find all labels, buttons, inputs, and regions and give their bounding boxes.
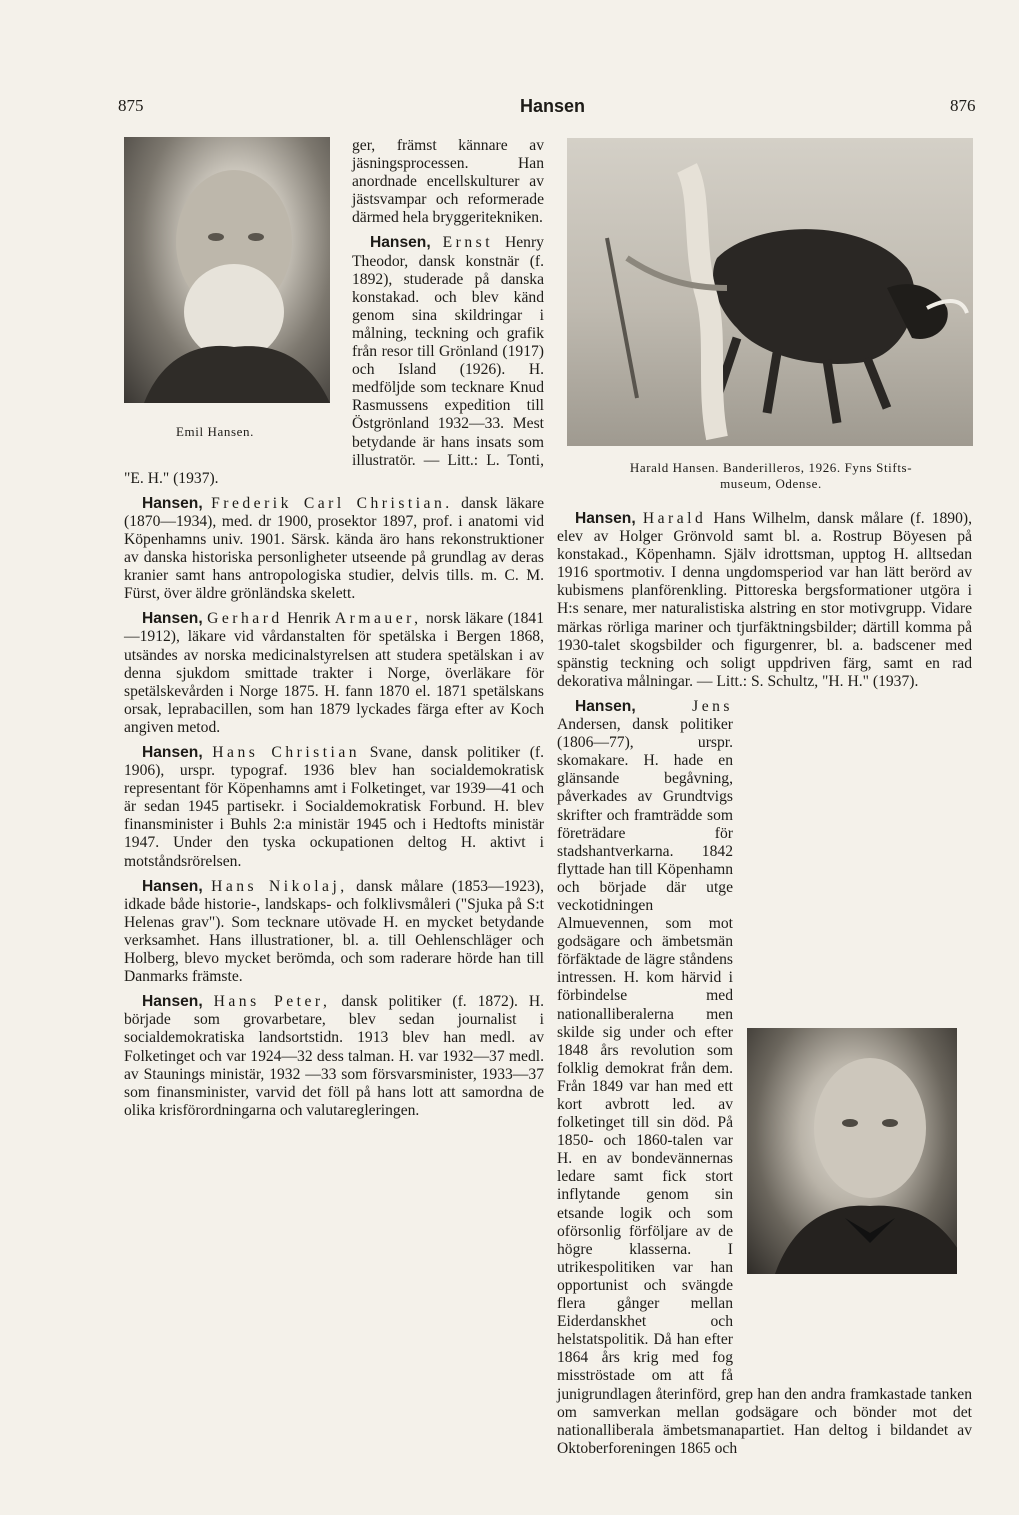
entry-hans-peter [124,993,544,1120]
emil-entry-text: ger, främst kännare av jäsningsprocessen. Han anordnade encellskulturer av jästsvampar och reformerade därmed hela bryggeritekniken. [352,137,544,227]
given-name: Hans Nikolaj, [211,877,348,895]
running-header: Hansen [520,96,586,116]
jens-portrait-float [733,1028,972,1374]
given-name: Frederik Carl Christian. [211,494,453,512]
entry-body: Hans Wilhelm, dansk målare (f. 1890), elev av Holger Grönvold samt bl. a. Rostrup Böyesen på konstakad., Köpenhamn. Själv idrottsman, upptog H. alltsedan 1916 sportmotiv. I denna ungdomsperiod var han lätt berörd av kubismens planförenkling. Pittoreska bergsformationer utgöra i H:s senare, mer naturalistiska alstring en stor motivgrupp. Vidare märkas rörliga mariner och tjurfäktningsbilder; därtill komma på 1930-talet skogsbilder och figurgenrer, bl. a. badscener med spänstig teckning och soligt uppdriven färg, samt en rad dekorativa målningar. — Litt.: S. Schultz, "H. H." (1937). [557,510,972,690]
given-name: Ernst [442,234,494,252]
entry-body: Svane, dansk politiker (f. 1906), urspr. typograf. 1936 blev han socialdemokratisk representant för Köpenhamns amt i Folketinget, var 1939—41 och är sedan 1945 partisekr. i Socialdemokratisk Forbund. H. blev finansminister i Buhls 2:a ministär 1945 och i Hedtofts ministär 1947. Under den tyska ockupationen deltog H. aktivt i motståndsrörelsen. [124,744,545,870]
entry-body: Henry Theodor, dansk konstnär (f. 1892), studerade på danska konstakad. och blev känd genom sina skildringar i målning, teckning och grafik från resor till Grönland (1917) och Island (1926). H. medföljde som tecknare Knud Rasmussens expedition till Östgrönland 1932—33. Mest betydande är hans insats som illustratör. — Litt.: L. Tonti, "E. H." (1937). [124,234,544,487]
entry-body: dansk politiker (f. 1872). H. började som grovarbetare, blev sedan journalist i socialdemokratiska landsortstidn. 1913 blev han medl. av Folketinget och var 1924—32 dess talman. H. var 1932—37 medl. av Staunings ministär, 1932 —33 som försvarsminister, 1933—37 som finansminister, varvid det föll på hans lott att samordna de olika krisförordningarna och valutaregleringen. [124,993,544,1119]
headword: Hansen, [142,610,203,628]
banderilleros-painting [567,138,973,446]
entry-body: dansk målare (1853—1923), idkade både historie-, landskaps- och folklivsmåleri ("Sjuka på S:t Helenas grav"). Som tecknare utövade H. en mycket betydande verksamhet. Hans illustrationer, bl. a. till Oehlenschläger och Holberg, blevo mycket berömda, och som raderare hörde han till Danmarks främste. [124,877,544,986]
given-name: Gerhard [207,610,283,628]
entry-hans-nikolaj [124,878,544,987]
caption-line-2: museum, Odense. [720,476,822,491]
headword: Hansen, [575,510,636,527]
given-name: Harald [642,510,707,527]
jens-hansen-portrait [747,1028,957,1274]
entry-harald [557,510,972,691]
portrait-silhouette-icon [124,137,330,403]
headword: Hansen, [142,877,203,895]
portrait-silhouette-icon [765,1028,957,1274]
entry-gerhard [124,610,544,737]
emil-caption: Emil Hansen. [176,424,254,439]
right-page-number: 876 [950,96,976,115]
entry-hans-christian [124,744,544,871]
emil-hansen-portrait [124,137,330,403]
headword: Hansen, [370,234,431,252]
left-page-number: 875 [118,96,144,115]
headword: Hansen, [142,494,203,512]
given-name: Jens [692,697,733,715]
bull-figure-icon [567,138,973,446]
headword: Hansen, [142,993,203,1011]
entry-frederik [124,495,544,604]
headword: Hansen, [575,697,636,715]
left-column [124,137,544,1127]
right-column [557,510,972,1465]
caption-line-1: Harald Hansen. Banderilleros, 1926. Fyns Stifts- [629,460,913,475]
headword: Hansen, [142,744,203,761]
given-name: Hans Christian [212,744,361,761]
entry-jens [557,698,972,1458]
given-name-2: Armauer, [334,610,422,628]
entry-body: Andersen, dansk politiker (1806—77), urspr. skomakare. H. hade en glänsande begåvning, påverkades av Grundtvigs skrifter och framträdde som företrädare för stadshantverkarna. 1842 flyttade han till Köpenhamn och började där utge veckotidningen Almuevennen, som mot godsägare och ämbetsmän förfäktade de lägre ståndens intressen. H. kom härvid i förbindelse med nationalliberalerna men skilde sig under och efter 1848 års revolution som folklig demokrat från dem. Från 1849 var han med ett kort avbrott led. av folketinget till sin död. På 1850- och 1860-talen var H. en av bondevännernas ledare samt fick stort inflytande genom sin etsande logik och som oförsonlig förföljare av de högre klasserna. I utrikespolitiken var han opportunist och svängde flera gånger mellan Eiderdanskhet och helstatspolitik. Då han efter 1864 års krig med fog misströstade om att få junigrundlagen återinförd, grep han den andra framkastade tanken om samverkan mellan godsägare och bönder mot det nationalliberala ämbetsmanapartiet. Han deltog i bildandet av Oktoberforeningen 1865 och [557,716,972,1457]
entry-body: dansk läkare (1870—1934), med. dr 1900, prosektor 1897, prof. i anatomi vid Köpenhamns univ. 1901. Särsk. kända äro hans rekonstruktioner av danska historiska personligheter utseende på grundlag av deras kranier samt hans antropologiska studier, delvis tills. m. C. M. Fürst, över äldre grönländska skelett. [124,494,544,603]
given-name: Hans Peter, [213,993,331,1011]
entry-body: norsk läkare (1841—1912), läkare vid vårdanstalten för spetälska i Bergen 1868, utsändes av norska medicinalstyrelsen att studera spetälskan i av denna sjukdom smittade trakter i Norge, överläkare för spetälskevården i Norge 1875. H. fann 1870 el. 1871 spetälskans orsak, leprabacillen, som han 1879 lyckades färga efter av Koch angiven metod. [124,610,545,736]
middle-name: Henrik [287,610,331,628]
emil-portrait-frame [124,137,352,469]
banderilleros-caption [566,460,976,492]
